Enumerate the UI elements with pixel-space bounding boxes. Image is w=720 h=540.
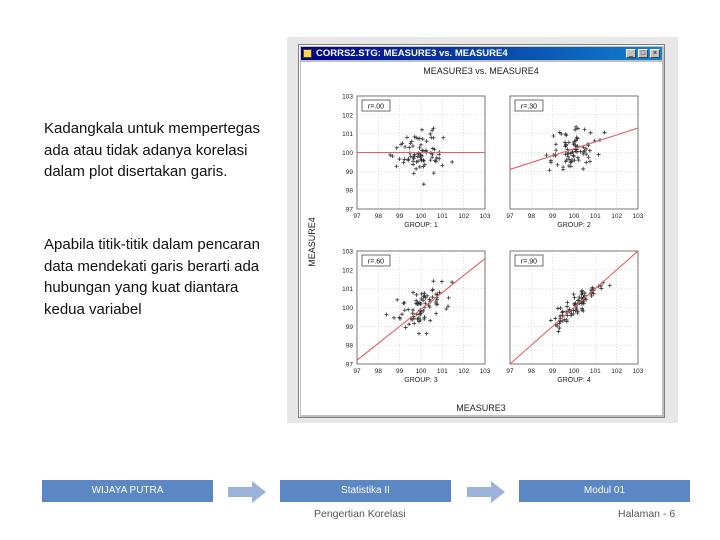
footer-module: Modul 01 [519, 480, 690, 502]
x-tick-label: 99 [549, 213, 557, 220]
footer-topic: Pengertian Korelasi [314, 508, 406, 520]
x-tick-label: 98 [374, 368, 382, 375]
r-label: r=.30 [520, 103, 538, 111]
y-tick-label: 103 [342, 248, 353, 256]
figure-title: MEASURE3 vs. MEASURE4 [423, 66, 539, 76]
close-button[interactable]: × [650, 49, 660, 58]
x-tick-label: 101 [589, 368, 601, 375]
y-tick-label: 99 [345, 323, 353, 331]
y-tick-label: 100 [342, 150, 353, 157]
x-tick-label: 100 [568, 213, 580, 220]
x-tick-label: 99 [396, 213, 404, 220]
window-titlebar[interactable] [301, 47, 662, 60]
x-tick-label: 102 [458, 213, 470, 220]
footer-author: WIJAYA PUTRA [42, 480, 213, 502]
r-label: r=.60 [367, 258, 385, 266]
x-tick-label: 100 [415, 213, 427, 220]
x-tick-label: 101 [436, 213, 448, 220]
y-tick-label: 100 [342, 305, 353, 312]
maximize-button[interactable]: □ [638, 49, 648, 58]
footer-page: Halaman - 6 [618, 508, 676, 520]
group-label: GROUP: 1 [404, 222, 438, 229]
y-tick-label: 103 [342, 93, 353, 101]
x-tick-label: 97 [353, 213, 361, 220]
x-tick-label: 102 [611, 368, 623, 375]
app-icon [303, 49, 312, 58]
y-tick-label: 101 [342, 131, 353, 139]
x-tick-label: 100 [568, 368, 580, 375]
x-tick-label: 101 [436, 368, 448, 375]
y-axis-label: MEASURE4 [307, 217, 317, 267]
scatter-panel [506, 251, 643, 384]
paragraph-1: Kadangkala untuk mempertegas ada atau tidak adanya korelasi dalam plot disertakan garis. [44, 120, 260, 180]
group-label: GROUP: 2 [557, 222, 591, 229]
x-tick-label: 99 [396, 368, 404, 375]
window-title: CORRS2.STG: MEASURE3 vs. MEASURE4 [316, 48, 508, 59]
scatter-panel [506, 96, 643, 229]
x-tick-label: 100 [415, 368, 427, 375]
x-tick-label: 103 [479, 213, 491, 220]
r-label: r=.00 [367, 103, 385, 111]
x-tick-label: 97 [506, 213, 514, 220]
x-tick-label: 102 [611, 213, 623, 220]
x-tick-label: 97 [506, 368, 514, 375]
scatter-panel [342, 249, 491, 385]
scatter-matrix [301, 62, 662, 415]
plot-area [301, 62, 662, 415]
r-label: r=.90 [520, 258, 538, 266]
paragraph-2: Apabila titik-titik dalam pencaran data mendekati garis berarti ada hubungan yang kuat diantara kedua variabel [44, 236, 260, 318]
plot-window [298, 44, 665, 418]
y-tick-label: 97 [345, 361, 353, 369]
group-label: GROUP: 3 [404, 377, 438, 384]
y-tick-label: 102 [342, 267, 353, 275]
x-tick-label: 98 [527, 213, 535, 220]
y-tick-label: 99 [345, 168, 353, 176]
y-tick-label: 101 [342, 286, 353, 294]
scatter-panel [342, 94, 491, 230]
y-tick-label: 98 [345, 342, 353, 350]
minimize-button[interactable]: _ [626, 49, 636, 58]
x-tick-label: 103 [479, 368, 491, 375]
arrow-right-icon [467, 481, 505, 503]
y-tick-label: 98 [345, 187, 353, 195]
y-tick-label: 102 [342, 112, 353, 120]
arrow-right-icon [228, 481, 266, 503]
x-tick-label: 98 [374, 213, 382, 220]
x-tick-label: 98 [527, 368, 535, 375]
x-tick-label: 101 [589, 213, 601, 220]
footer-course: Statistika II [280, 480, 451, 502]
x-tick-label: 103 [632, 368, 644, 375]
scatterplot-figure [287, 37, 678, 423]
y-tick-label: 97 [345, 206, 353, 214]
x-tick-label: 97 [353, 368, 361, 375]
x-tick-label: 103 [632, 213, 644, 220]
group-label: GROUP: 4 [557, 377, 591, 384]
x-axis-label: MEASURE3 [456, 403, 506, 413]
x-tick-label: 99 [549, 368, 557, 375]
x-tick-label: 102 [458, 368, 470, 375]
